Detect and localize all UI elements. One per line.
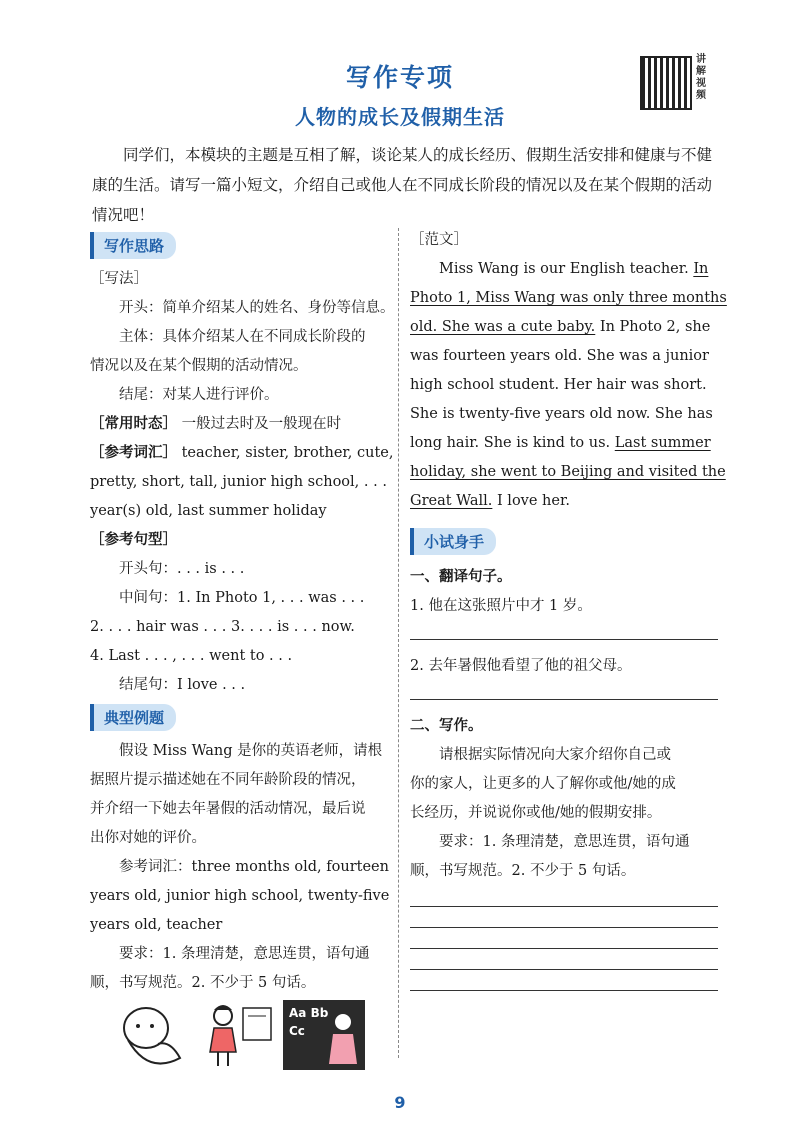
vocab-line: pretty, short, tall, junior high school, . . . bbox=[90, 474, 387, 490]
question-2: 2. 去年暑假他看望了他的祖父母。 bbox=[410, 658, 632, 674]
sample-line: She is twenty-five years old now. She has bbox=[410, 406, 713, 422]
writing-line: 长经历，并说说你或他/她的假期安排。 bbox=[410, 805, 662, 821]
baby-and-girl-illustration bbox=[118, 1000, 278, 1070]
writing-answer-line[interactable] bbox=[410, 906, 718, 907]
sample-line: holiday, she went to Beijing and visited the bbox=[410, 464, 726, 480]
example-line: 假设 Miss Wang 是你的英语老师，请根 bbox=[119, 743, 383, 759]
vocab-heading: ［参考词汇］ bbox=[90, 445, 177, 461]
vocab-line: year(s) old, last summer holiday bbox=[90, 503, 327, 519]
writing-answer-line[interactable] bbox=[410, 990, 718, 991]
writing-line: 顺，书写规范。2. 不少于 5 句话。 bbox=[410, 863, 636, 879]
method-line: 结尾：对某人进行评价。 bbox=[119, 387, 279, 403]
example-line: years old, teacher bbox=[90, 917, 223, 933]
method-line: 开头：简单介绍某人的姓名、身份等信息。 bbox=[119, 300, 395, 316]
sample-line: Miss Wang is our English teacher. In bbox=[439, 261, 709, 277]
sentence-line: 4. Last . . . , . . . went to . . . bbox=[90, 648, 293, 664]
sample-line: Great Wall. I love her. bbox=[410, 493, 570, 509]
vocab-row bbox=[90, 439, 394, 468]
page-title: 写作专项 bbox=[345, 63, 454, 92]
sentence-line: 开头句：. . . is . . . bbox=[119, 561, 245, 577]
method-heading: ［写法］ bbox=[90, 271, 148, 287]
question-1: 1. 他在这张照片中才 1 岁。 bbox=[410, 598, 592, 614]
qr-label: 讲解视频 bbox=[696, 54, 706, 101]
method-line: 情况以及在某个假期的活动情况。 bbox=[90, 358, 308, 374]
photo-illustrations bbox=[118, 1000, 388, 1070]
blackboard-illustration bbox=[283, 1000, 365, 1070]
example-line: 顺，书写规范。2. 不少于 5 句话。 bbox=[90, 975, 316, 991]
sentence-line: 结尾句：I love . . . bbox=[119, 677, 246, 693]
sample-line: long hair. She is kind to us. Last summer bbox=[410, 435, 711, 451]
writing-line: 你的家人，让更多的人了解你或他/她的成 bbox=[410, 776, 676, 792]
example-line: 出你对她的评价。 bbox=[90, 830, 206, 846]
sentence-heading: ［参考句型］ bbox=[90, 532, 177, 548]
sentence-line: 中间句：1. In Photo 1, . . . was . . . bbox=[119, 590, 365, 606]
answer-line-2[interactable] bbox=[410, 699, 718, 700]
writing-answer-line[interactable] bbox=[410, 927, 718, 928]
vocab-line: teacher, sister, brother, cute, bbox=[181, 445, 394, 461]
intro-paragraph bbox=[92, 140, 722, 230]
method-line: 主体：具体介绍某人在不同成长阶段的 bbox=[119, 329, 366, 345]
writing-line: 请根据实际情况向大家介绍你自己或 bbox=[439, 747, 671, 763]
section1-heading: 一、翻译句子。 bbox=[410, 569, 512, 585]
left-column bbox=[90, 232, 395, 998]
column-divider bbox=[398, 228, 399, 1058]
page-subtitle: 人物的成长及假期生活 bbox=[295, 105, 505, 129]
example-line: 并介绍一下她去年暑假的活动情况，最后说 bbox=[90, 801, 366, 817]
tag-practice: 小试身手 bbox=[410, 528, 496, 555]
example-line: 据照片提示描述她在不同年龄阶段的情况， bbox=[90, 772, 366, 788]
board-text: Aa Bb bbox=[289, 1006, 329, 1020]
section2-heading: 二、写作。 bbox=[410, 718, 483, 734]
tense-text: 一般过去时及一般现在时 bbox=[181, 416, 342, 432]
qr-code-icon[interactable] bbox=[640, 56, 692, 110]
tense-heading: ［常用时态］ bbox=[90, 416, 177, 432]
sample-line: was fourteen years old. She was a junior bbox=[410, 348, 709, 364]
tense-row bbox=[90, 410, 390, 439]
example-line: 要求：1. 条理清楚，意思连贯，语句通 bbox=[119, 946, 370, 962]
sample-heading: ［范文］ bbox=[410, 232, 468, 248]
answer-line-1[interactable] bbox=[410, 639, 718, 640]
tag-writing-ideas: 写作思路 bbox=[90, 232, 176, 259]
sample-line: old. She was a cute baby. In Photo 2, she bbox=[410, 319, 711, 335]
page-number: 9 bbox=[394, 1093, 406, 1112]
tag-typical-example: 典型例题 bbox=[90, 704, 176, 731]
example-line: 参考词汇：three months old, fourteen bbox=[119, 859, 389, 875]
intro-text: 同学们，本模块的主题是互相了解，谈论某人的成长经历、假期生活安排和健康与不健康的生活。请写一篇小短文，介绍自己或他人在不同成长阶段的情况以及在某个假期的活动情况吧！ bbox=[92, 146, 713, 224]
right-column bbox=[410, 226, 727, 1003]
writing-answer-line[interactable] bbox=[410, 969, 718, 970]
sample-line: Photo 1, Miss Wang was only three months bbox=[410, 290, 727, 306]
sample-line: high school student. Her hair was short. bbox=[410, 377, 707, 393]
sentence-line: 2. . . . hair was . . . 3. . . . is . . . now. bbox=[90, 619, 355, 635]
board-text: Cc bbox=[289, 1024, 305, 1038]
example-line: years old, junior high school, twenty-five bbox=[90, 888, 390, 904]
writing-answer-line[interactable] bbox=[410, 948, 718, 949]
teacher-figure bbox=[283, 1000, 365, 1070]
writing-line: 要求：1. 条理清楚，意思连贯，语句通 bbox=[439, 834, 690, 850]
